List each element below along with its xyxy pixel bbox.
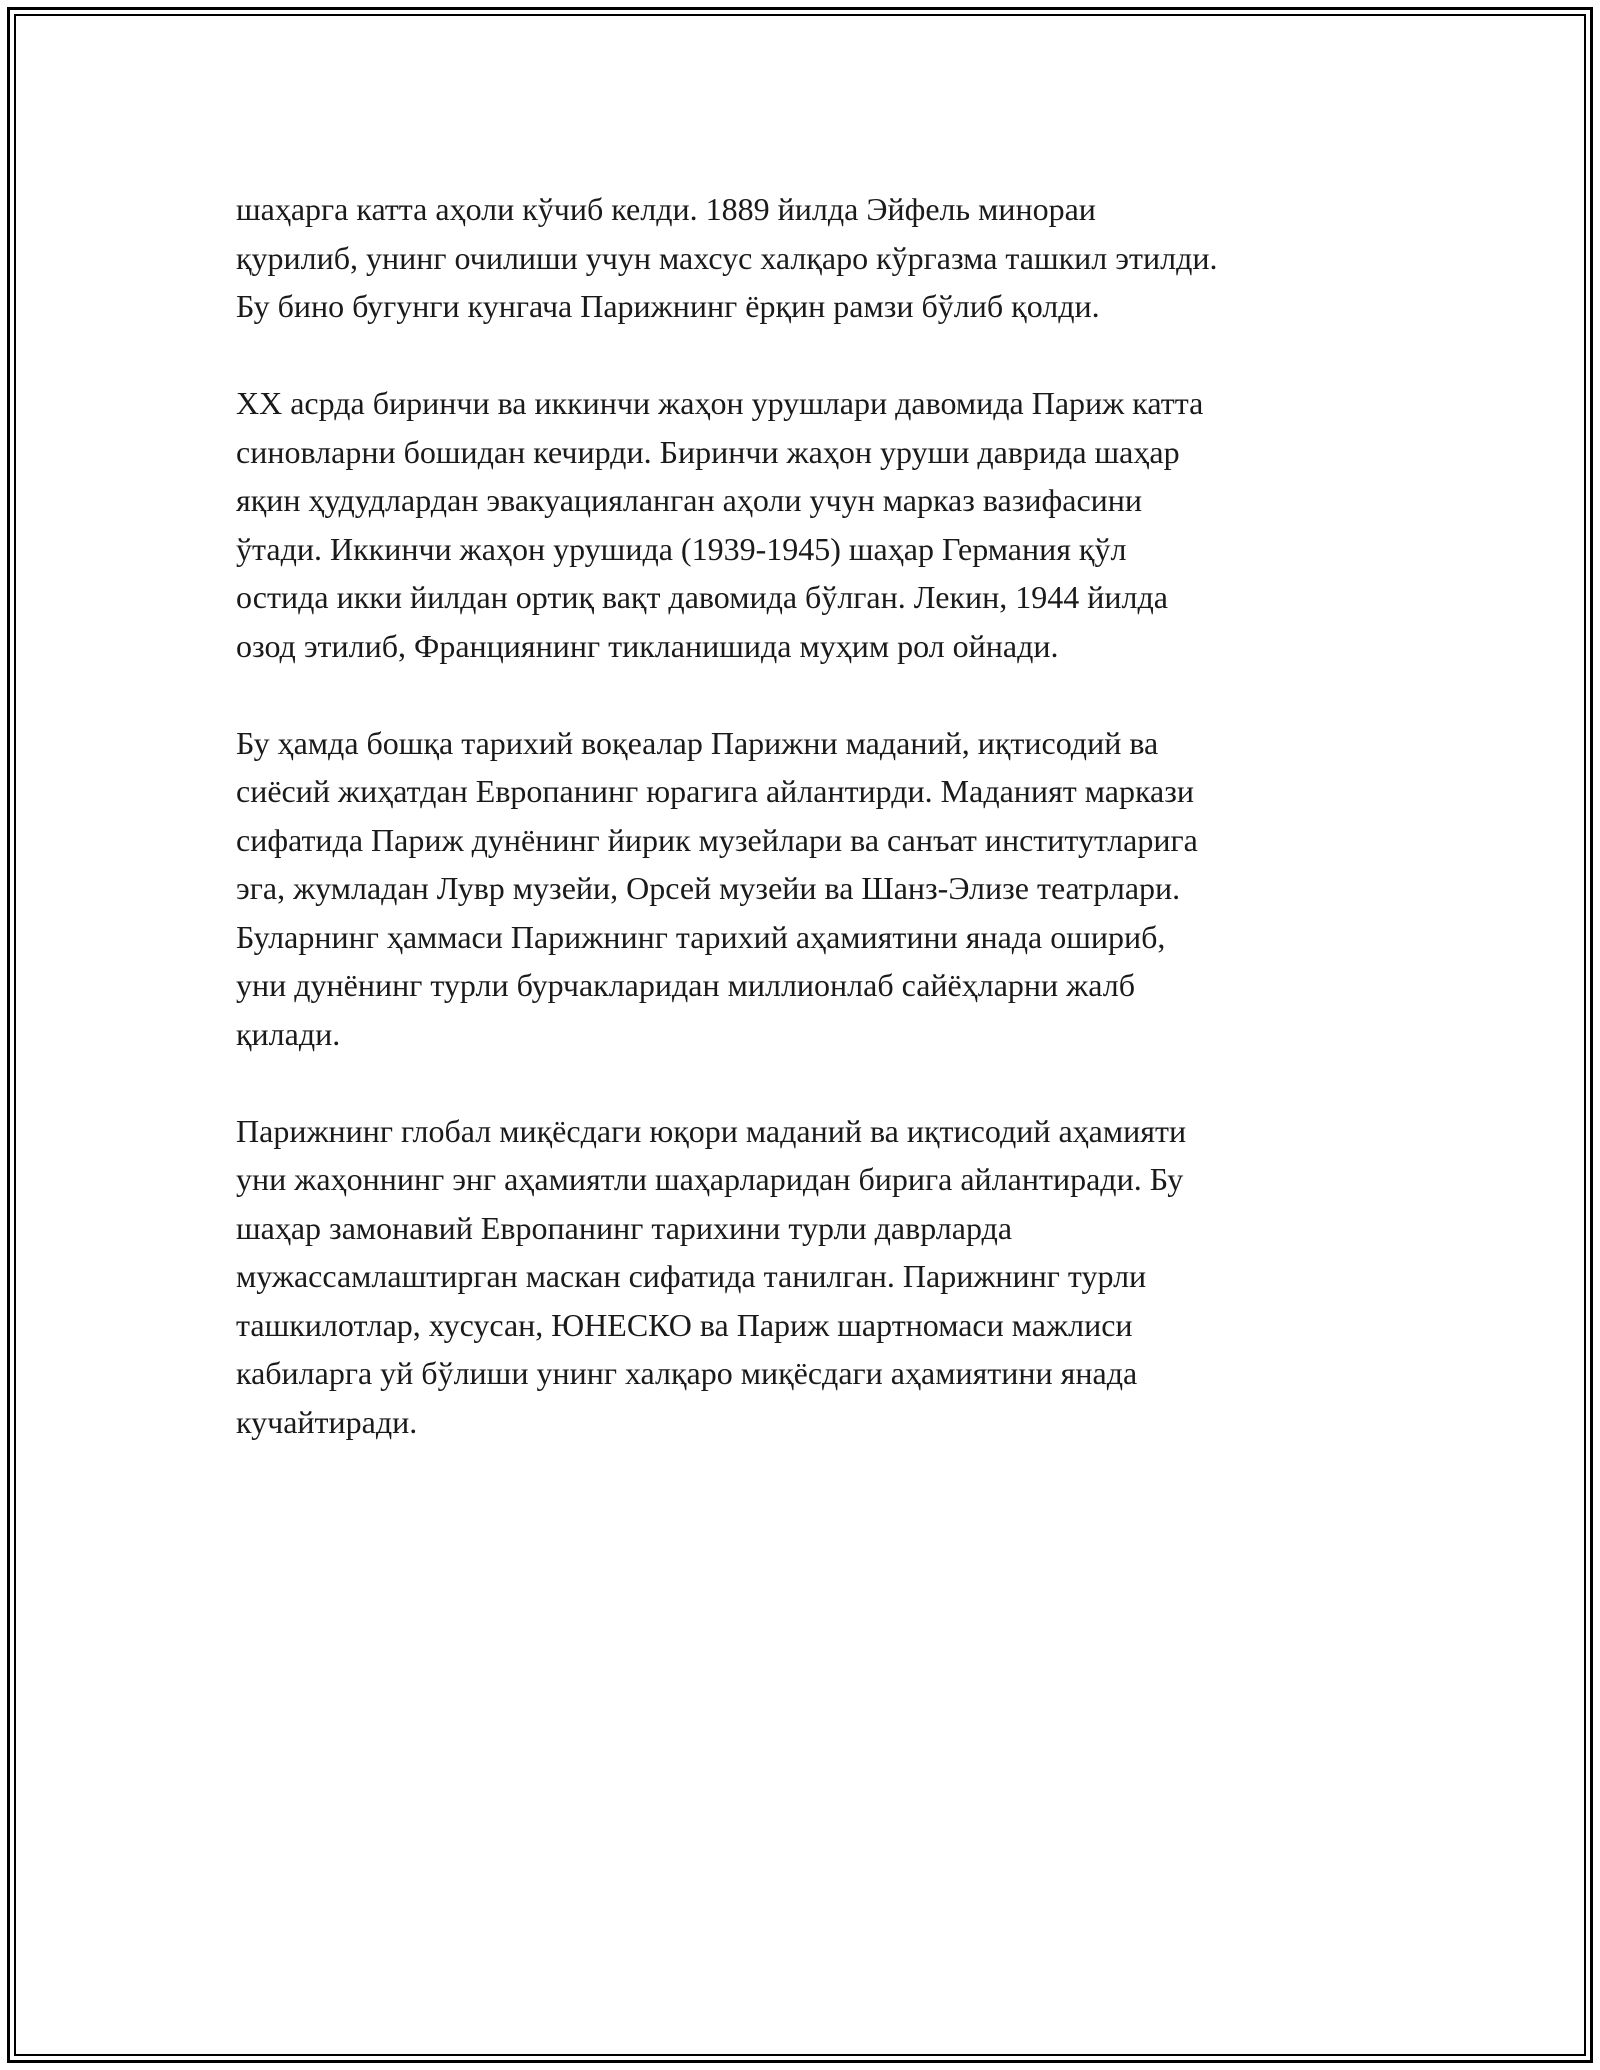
- text-line: ўтади. Иккинчи жаҳон урушида (1939-1945) шаҳар Германия қўл: [236, 530, 1127, 567]
- text-line: қилади.: [236, 1015, 341, 1052]
- text-line: сиёсий жиҳатдан Европанинг юрагига айлантирди. Маданият маркази: [236, 773, 1195, 809]
- paragraph-4: [236, 1107, 1396, 1447]
- text-line: ташкилотлар, хусусан, ЮНЕСКО ва Париж шартномаси мажлиси: [236, 1306, 1133, 1343]
- text-line: уни жаҳоннинг энг аҳамиятли шаҳарларидан бирига айлантиради. Бу: [236, 1161, 1184, 1197]
- text-line: кучайтиради.: [236, 1403, 418, 1440]
- text-line: қурилиб, унинг очилиши учун махсус халқаро кўргазма ташкил этилди.: [236, 239, 1218, 276]
- text-line: яқин ҳудудлардан эвакуацияланган аҳоли учун марказ вазифасини: [236, 482, 1143, 518]
- text-line: эга, жумладан Лувр музейи, Орсей музейи ва Шанз-Элизе театрлари.: [236, 870, 1181, 906]
- text-line: синовларни бошидан кечирди. Биринчи жаҳон уруши даврида шаҳар: [236, 433, 1180, 470]
- document-body: [236, 185, 1396, 1495]
- paragraph-3: [236, 719, 1396, 1059]
- text-line: шаҳар замонавий Европанинг тарихини турли даврларда: [236, 1209, 1013, 1246]
- text-line: Парижнинг глобал миқёсдаги юқори маданий ва иқтисодий аҳамияти: [236, 1112, 1187, 1149]
- text-line: Бу ҳамда бошқа тарихий воқеалар Парижни маданий, иқтисодий ва: [236, 724, 1159, 761]
- text-line: XX асрда биринчи ва иккинчи жаҳон урушлари давомида Париж катта: [236, 385, 1204, 421]
- text-line: остида икки йилдан ортиқ вақт давомида бўлган. Лекин, 1944 йилда: [236, 579, 1168, 615]
- text-line: озод этилиб, Франциянинг тикланишида муҳим рол ойнади.: [236, 627, 1059, 664]
- text-line: Буларнинг ҳаммаси Парижнинг тарихий аҳамиятини янада ошириб,: [236, 918, 1166, 955]
- paragraph-1: [236, 185, 1396, 331]
- text-line: шаҳарга катта аҳоли кўчиб келди. 1889 йилда Эйфель минораи: [236, 191, 1096, 227]
- text-line: сифатида Париж дунёнинг йирик музейлари ва санъат институтларига: [236, 821, 1198, 858]
- text-line: кабиларга уй бўлиши унинг халқаро миқёсдаги аҳамиятини янада: [236, 1355, 1138, 1391]
- text-line: уни дунёнинг турли бурчакларидан миллионлаб сайёҳларни жалб: [236, 967, 1136, 1003]
- text-line: Бу бино бугунги кунгача Парижнинг ёрқин рамзи бўлиб қолди.: [236, 288, 1100, 324]
- text-line: мужассамлаштирган маскан сифатида танилган. Парижнинг турли: [236, 1258, 1147, 1294]
- paragraph-2: [236, 379, 1396, 670]
